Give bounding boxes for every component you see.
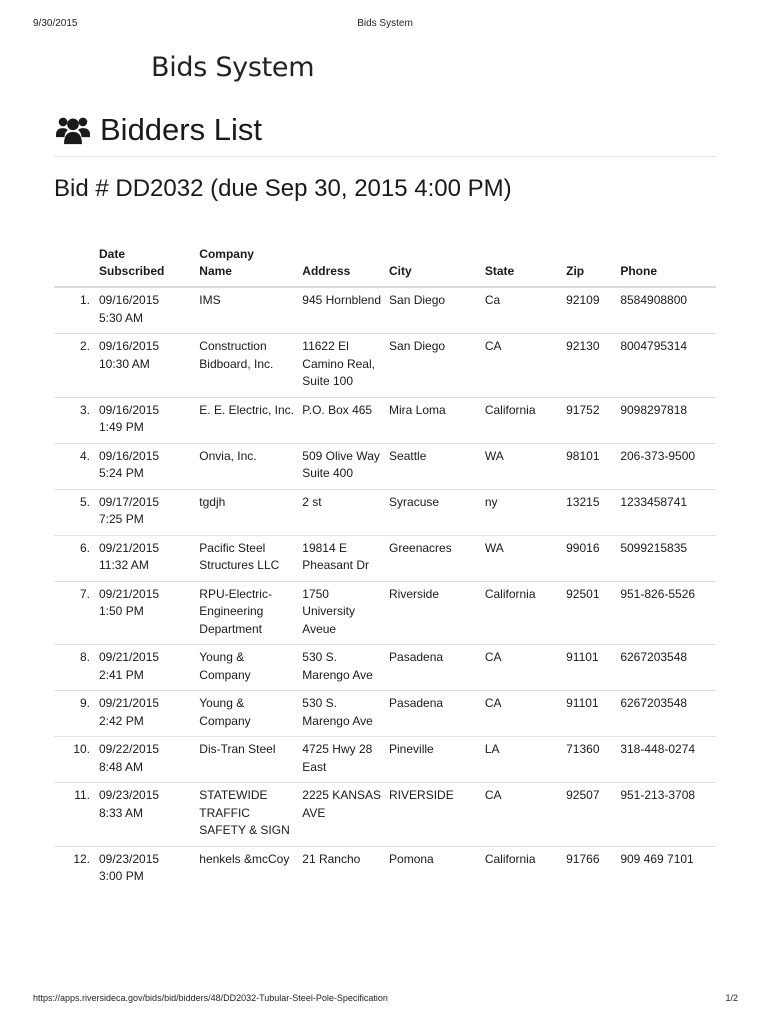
zip-cell: 91766 (563, 846, 617, 892)
state-cell: CA (482, 691, 563, 737)
page-title: Bidders List (100, 112, 262, 147)
company-name-cell: Young & Company (196, 645, 299, 691)
col-header-city[interactable]: City (386, 242, 482, 287)
company-name-cell: henkels &mcCoy (196, 846, 299, 892)
table-row (54, 397, 716, 443)
company-name-cell: tgdjh (196, 489, 299, 535)
row-index: 6. (54, 535, 96, 581)
bidders-table (54, 242, 716, 892)
date-subscribed-cell: 09/21/2015 2:41 PM (96, 645, 196, 691)
users-icon (56, 113, 90, 147)
col-header-index (54, 242, 96, 287)
city-cell: Riverside (386, 581, 482, 645)
print-title: Bids System (357, 18, 413, 29)
table-row (54, 783, 716, 847)
row-index: 1. (79, 293, 90, 307)
city-cell: RIVERSIDE (386, 783, 482, 847)
row-index: 12. (54, 846, 96, 892)
zip-cell: 71360 (563, 737, 617, 783)
address-cell: 530 S. Marengo Ave (299, 645, 386, 691)
bid-title: Bid # DD2032 (due Sep 30, 2015 4:00 PM) (54, 175, 512, 202)
table-row (54, 443, 716, 489)
state-cell: WA (482, 443, 563, 489)
col-header-phone[interactable]: Phone (617, 242, 716, 287)
address-cell: 1750 University Aveue (299, 581, 386, 645)
phone-cell: 206-373-9500 (617, 443, 716, 489)
date-subscribed-cell: 09/21/2015 2:42 PM (96, 691, 196, 737)
date-subscribed-cell: 09/16/2015 1:49 PM (96, 397, 196, 443)
state-cell: CA (482, 334, 563, 398)
company-name-cell: IMS (199, 293, 221, 307)
zip-cell: 99016 (563, 535, 617, 581)
phone-cell: 909 469 7101 (617, 846, 716, 892)
state-cell: CA (482, 645, 563, 691)
company-name-cell: E. E. Electric, Inc. (196, 397, 299, 443)
col-header-date[interactable]: Date Subscribed (96, 242, 196, 287)
company-name-cell: Construction Bidboard, Inc. (196, 334, 299, 398)
row-index: 3. (54, 397, 96, 443)
row-index: 10. (54, 737, 96, 783)
state-cell: California (482, 581, 563, 645)
footer-url: https://apps.riversideca.gov/bids/bid/bidders/48/DD2032-Tubular-Steel-Pole-Specification (33, 993, 388, 1003)
state-cell: California (482, 846, 563, 892)
page-heading (56, 112, 262, 148)
state-cell: WA (482, 535, 563, 581)
phone-cell: 951-213-3708 (617, 783, 716, 847)
phone-cell: 318-448-0274 (617, 737, 716, 783)
address-cell: 4725 Hwy 28 East (299, 737, 386, 783)
col-header-company[interactable]: Company Name (196, 242, 299, 287)
table-row (54, 846, 716, 892)
row-index: 4. (54, 443, 96, 489)
col-header-state[interactable]: State (482, 242, 563, 287)
print-date: 9/30/2015 (33, 18, 78, 29)
table-header-row (54, 242, 716, 287)
table-row (54, 489, 716, 535)
table-row (54, 737, 716, 783)
phone-cell: 951-826-5526 (617, 581, 716, 645)
row-index: 7. (54, 581, 96, 645)
zip-cell: 13215 (563, 489, 617, 535)
address-cell: 509 Olive Way Suite 400 (299, 443, 386, 489)
city-cell: Greenacres (386, 535, 482, 581)
address-cell: 19814 E Pheasant Dr (299, 535, 386, 581)
heading-divider (54, 156, 717, 157)
city-cell: Pomona (386, 846, 482, 892)
table-row (54, 334, 716, 398)
state-cell: California (482, 397, 563, 443)
phone-cell: 6267203548 (617, 645, 716, 691)
city-cell: Pineville (386, 737, 482, 783)
date-subscribed-cell: 09/16/2015 10:30 AM (96, 334, 196, 398)
zip-cell: 92501 (563, 581, 617, 645)
city-cell: Seattle (386, 443, 482, 489)
row-index: 8. (54, 645, 96, 691)
date-subscribed-cell: 09/16/2015 5:30 AM (99, 293, 160, 325)
company-name-cell: STATEWIDE TRAFFIC SAFETY & SIGN (196, 783, 299, 847)
date-subscribed-cell: 09/21/2015 11:32 AM (96, 535, 196, 581)
col-header-zip[interactable]: Zip (563, 242, 617, 287)
address-cell: 2 st (299, 489, 386, 535)
row-index: 9. (54, 691, 96, 737)
page-bottom-margin (0, 986, 770, 1024)
company-name-cell: Pacific Steel Structures LLC (196, 535, 299, 581)
city-cell: Pasadena (386, 691, 482, 737)
address-cell: 530 S. Marengo Ave (299, 691, 386, 737)
city-cell: Syracuse (386, 489, 482, 535)
company-name-cell: RPU-Electric-Engineering Department (196, 581, 299, 645)
phone-cell: 8584908800 (620, 293, 688, 307)
zip-cell: 92507 (563, 783, 617, 847)
date-subscribed-cell: 09/16/2015 5:24 PM (96, 443, 196, 489)
date-subscribed-cell: 09/22/2015 8:48 AM (96, 737, 196, 783)
address-cell: 11622 El Camino Real, Suite 100 (299, 334, 386, 398)
table-row (54, 581, 716, 645)
company-name-cell: Onvia, Inc. (196, 443, 299, 489)
zip-cell: 92109 (566, 293, 600, 307)
city-cell: Mira Loma (386, 397, 482, 443)
phone-cell: 9098297818 (617, 397, 716, 443)
zip-cell: 92130 (563, 334, 617, 398)
company-name-cell: Dis-Tran Steel (196, 737, 299, 783)
phone-cell: 8004795314 (617, 334, 716, 398)
phone-cell: 1233458741 (617, 489, 716, 535)
zip-cell: 98101 (563, 443, 617, 489)
address-cell: 2225 KANSAS AVE (299, 783, 386, 847)
row-index: 5. (54, 489, 96, 535)
address-cell: P.O. Box 465 (299, 397, 386, 443)
company-name-cell: Young & Company (196, 691, 299, 737)
zip-cell: 91101 (563, 691, 617, 737)
col-header-address[interactable]: Address (299, 242, 386, 287)
city-cell: Pasadena (386, 645, 482, 691)
state-cell: LA (482, 737, 563, 783)
table-row (54, 691, 716, 737)
state-cell: Ca (484, 293, 501, 307)
footer-page-number: 1/2 (725, 993, 738, 1003)
address-cell: 21 Rancho (299, 846, 386, 892)
zip-cell: 91101 (563, 645, 617, 691)
table-row (54, 535, 716, 581)
row-index: 2. (54, 334, 96, 398)
zip-cell: 91752 (563, 397, 617, 443)
table-row (54, 645, 716, 691)
row-index: 11. (54, 783, 96, 847)
state-cell: CA (482, 783, 563, 847)
phone-cell: 5099215835 (617, 535, 716, 581)
date-subscribed-cell: 09/23/2015 8:33 AM (96, 783, 196, 847)
state-cell: ny (482, 489, 563, 535)
address-cell: 945 Hornblend (302, 293, 382, 307)
table-row (54, 287, 716, 334)
brand-logo-text[interactable]: Bids System (151, 52, 315, 83)
date-subscribed-cell: 09/21/2015 1:50 PM (96, 581, 196, 645)
date-subscribed-cell: 09/23/2015 3:00 PM (96, 846, 196, 892)
city-cell: San Diego (386, 334, 482, 398)
city-cell: San Diego (389, 293, 446, 307)
phone-cell: 6267203548 (617, 691, 716, 737)
date-subscribed-cell: 09/17/2015 7:25 PM (96, 489, 196, 535)
